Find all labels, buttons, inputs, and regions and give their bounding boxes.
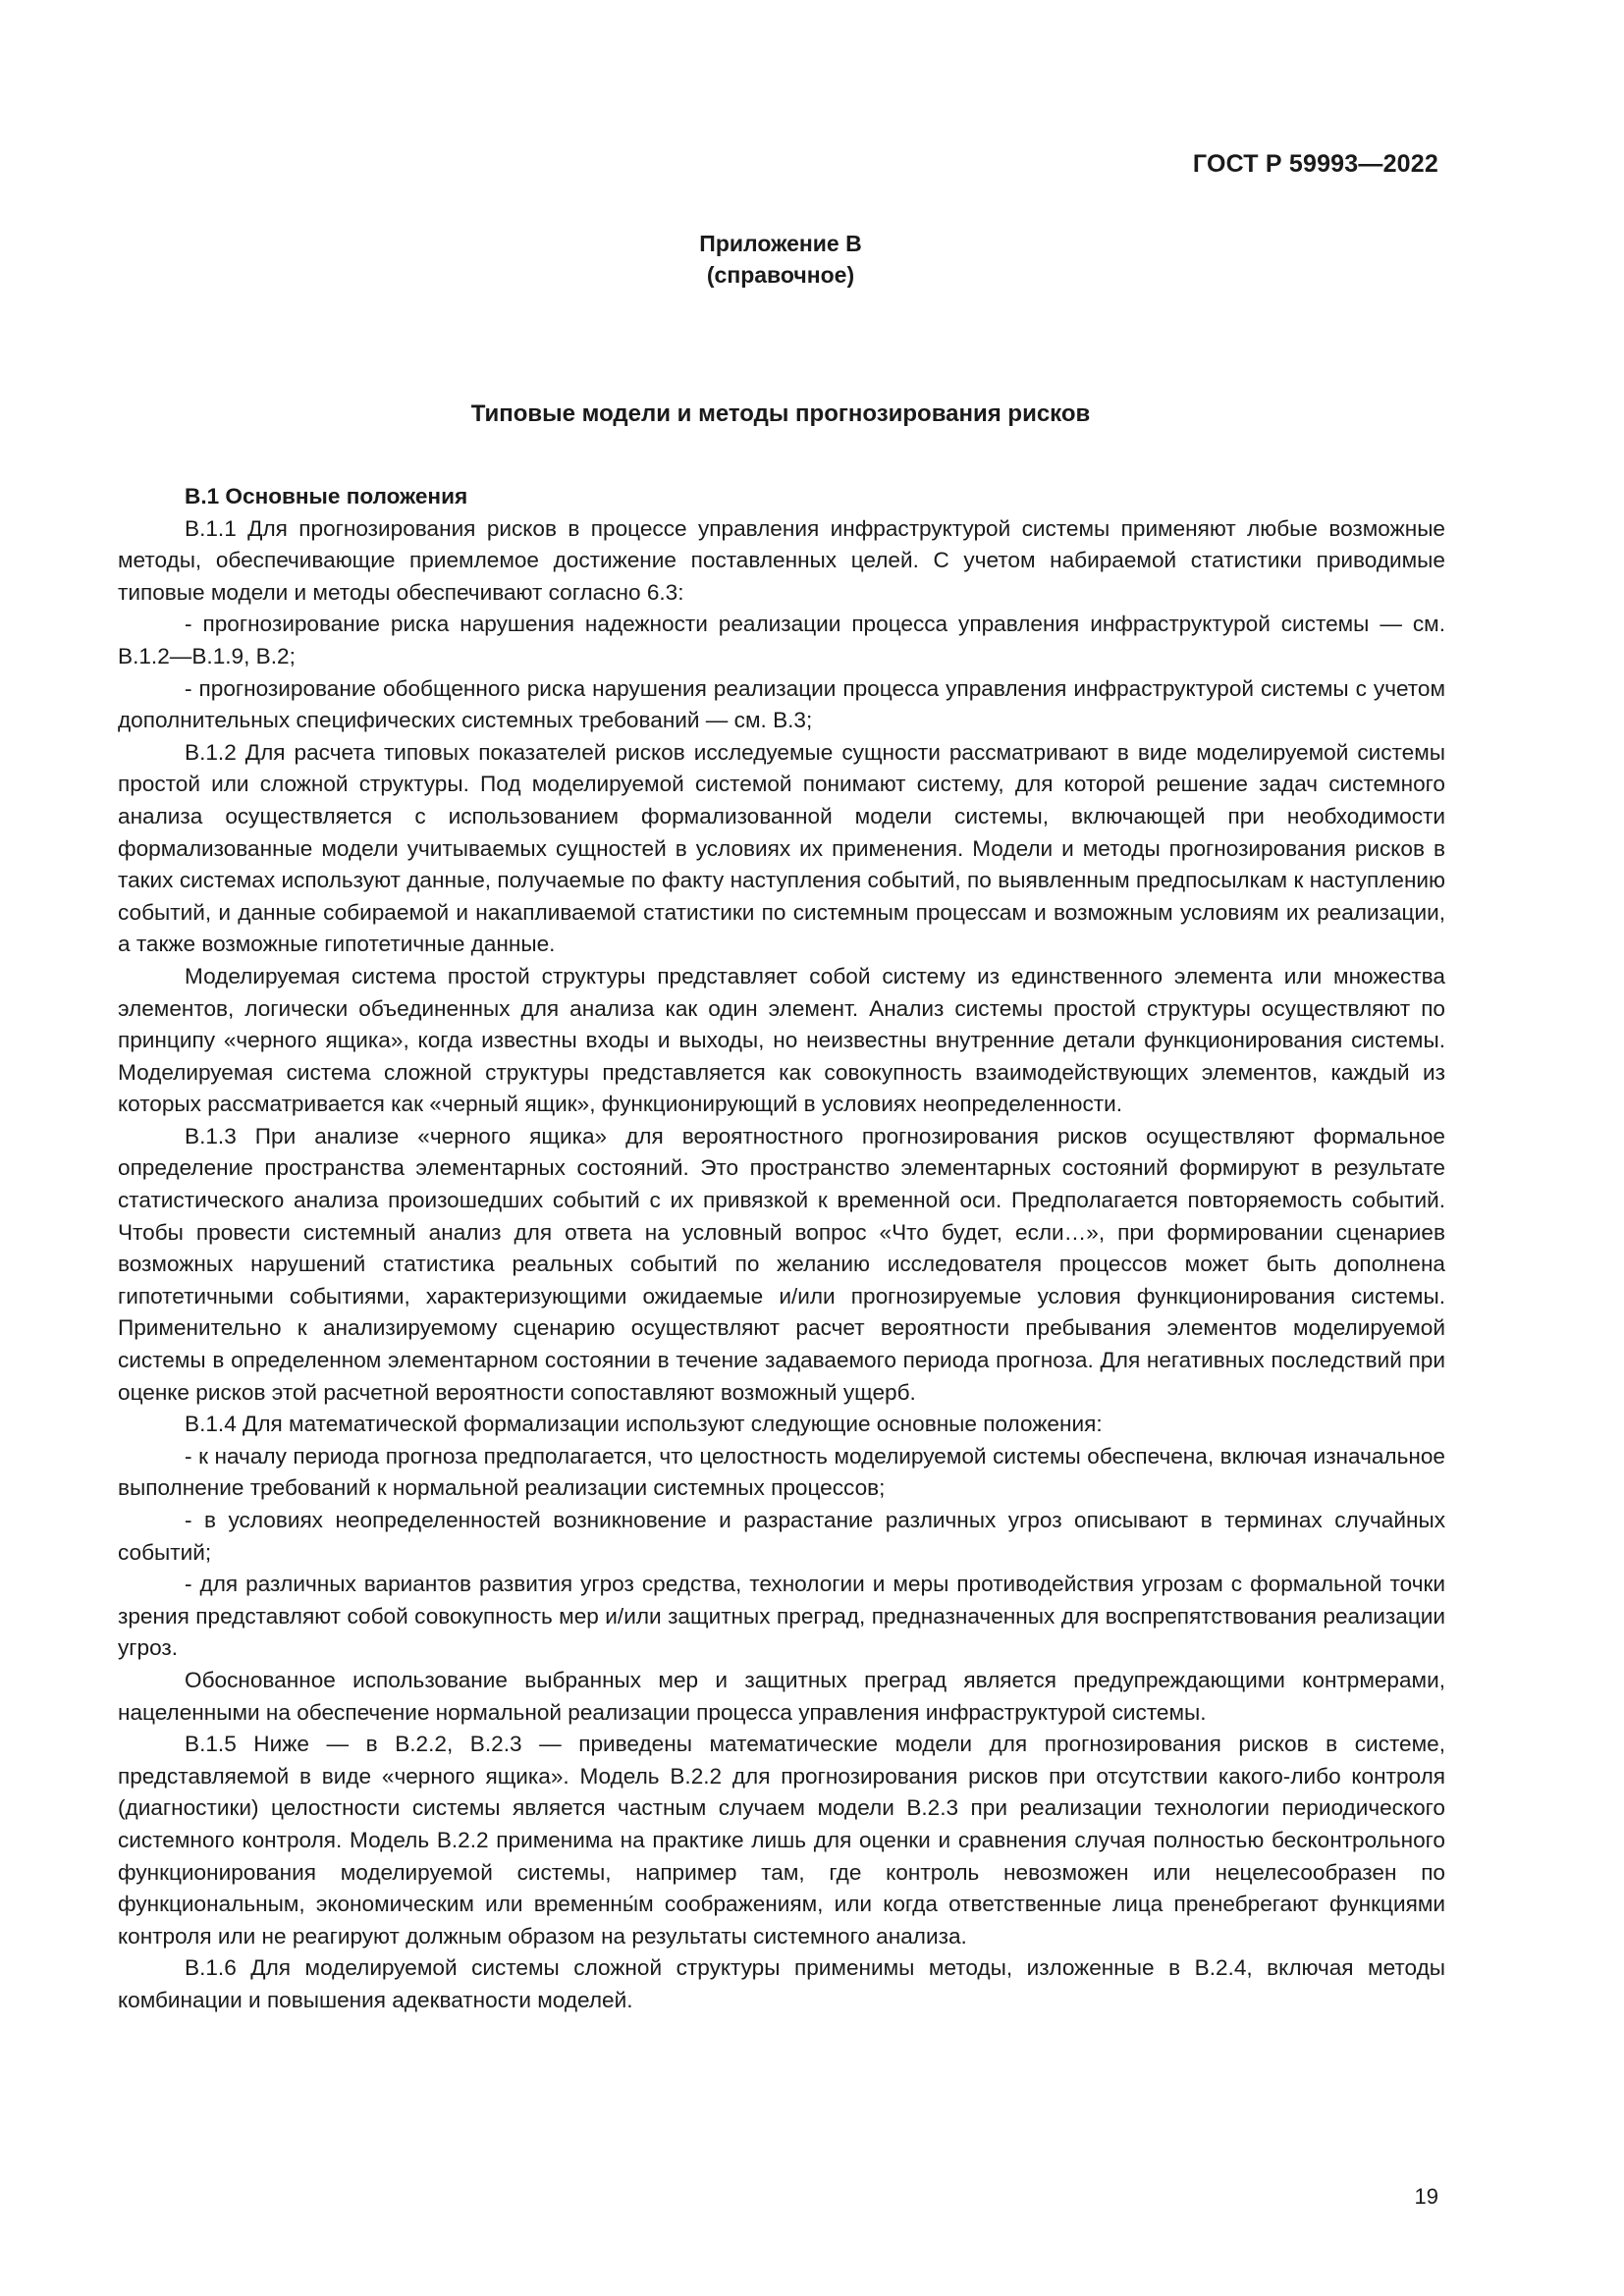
paragraph: Обоснованное использование выбранных мер и защитных преград является предупреждающими контрмерами, нацеленными на обеспечение нормальной реализации процесса управления инфраструктурой системы. xyxy=(118,1667,1445,1725)
paragraph: В.1.3 При анализе «черного ящика» для вероятностного прогнозирования рисков осуществляют формальное определение пространства элементарных состояний. Это пространство элементарных состояний формируют в результате статистического анализа произошедших событий с их привязкой к временной оси. Предполагается повторяемость событий. Чтобы провести системный анализ для ответа на условный вопрос «Что будет, если…», при формировании сценариев возможных нарушений статистика реальных событий по желанию исследователя процессов может быть дополнена гипотетичными событиями, характеризующими ожидаемые и/или прогнозируемые условия функционирования системы. Применительно к анализируемому сценарию осуществляют расчет вероятности пребывания элементов моделируемой системы в определенном элементарном состоянии в течение задаваемого периода прогноза. Для негативных последствий при оценке рисков этой расчетной вероятности сопоставляют возможный ущерб. xyxy=(118,1123,1445,1405)
document-body xyxy=(118,481,1445,2017)
appendix-title: Приложение В xyxy=(699,231,862,256)
page-number: 19 xyxy=(1414,2184,1438,2209)
list-item: - в условиях неопределенностей возникновение и разрастание различных угроз описывают в терминах случайных событий; xyxy=(118,1508,1445,1565)
paragraph: В.1.2 Для расчета типовых показателей рисков исследуемые сущности рассматривают в виде моделируемой системы простой или сложной структуры. Под моделируемой системой понимают систему, для которой решение задач системного анализа осуществляется с использованием формализованной модели системы, включающей при необходимости формализованные модели учитываемых сущностей в условиях их применения. Модели и методы прогнозирования рисков в таких системах используют данные, получаемые по факту наступления событий, по выявленным предпосылкам к наступлению событий, и данные собираемой и накапливаемой статистики по системным процессам и возможным условиям их реализации, а также возможные гипотетичные данные. xyxy=(118,739,1445,957)
paragraph: Моделируемая система простой структуры представляет собой систему из единственного элемента или множества элементов, логически объединенных для анализа как один элемент. Анализ системы простой структуры осуществляют по принципу «черного ящика», когда известны входы и выходы, но неизвестны внутренние детали функционирования системы. Моделируемая система сложной структуры представляется как совокупность взаимодействующих элементов, каждый из которых рассматривается как «черный ящик», функционирующий в условиях неопределенности. xyxy=(118,963,1445,1117)
standard-number: ГОСТ Р 59993—2022 xyxy=(1192,150,1438,178)
section-heading: В.1 Основные положения xyxy=(185,484,468,508)
list-item: - для различных вариантов развития угроз средства, технологии и меры противодействия угрозам с формальной точки зрения представляют собой совокупность мер и/или защитных преград, предназначенных для воспрепятствования реализации угроз. xyxy=(118,1572,1445,1661)
document-title: Типовые модели и методы прогнозирования рисков xyxy=(470,400,1091,427)
paragraph: В.1.1 Для прогнозирования рисков в процессе управления инфраструктурой системы применяют любые возможные методы, обеспечивающие приемлемое достижение поставленных целей. С учетом набираемой статистики приводимые типовые модели и методы обеспечивают согласно 6.3: xyxy=(118,515,1445,605)
list-item: - прогнозирование обобщенного риска нарушения реализации процесса управления инфраструктурой системы с учетом дополнительных специфических системных требований — см. В.3; xyxy=(118,675,1445,733)
paragraph: В.1.4 Для математической формализации используют следующие основные положения: xyxy=(185,1412,1103,1437)
list-item: - прогнозирование риска нарушения надежности реализации процесса управления инфраструктурой системы — см. В.1.2—В.1.9, В.2; xyxy=(118,612,1445,668)
list-item: - к началу периода прогноза предполагается, что целостность моделируемой системы обеспечена, включая изначальное выполнение требований к нормальной реализации системных процессов; xyxy=(118,1443,1445,1501)
appendix-status: (справочное) xyxy=(706,262,855,288)
appendix-heading xyxy=(0,228,1561,291)
paragraph: В.1.6 Для моделируемой системы сложной структуры применимы методы, изложенные в В.2.4, включая методы комбинации и повышения адекватности моделей. xyxy=(118,1955,1445,2012)
paragraph: В.1.5 Ниже — в В.2.2, В.2.3 — приведены математические модели для прогнозирования рисков в системе, представляемой в виде «черного ящика». Модель В.2.2 для прогнозирования рисков при отсутствии какого-либо контроля (диагностики) целостности системы является частным случаем модели В.2.3 при реализации технологии периодического системного контроля. Модель В.2.2 применима на практике лишь для оценки и сравнения случая полностью бесконтрольного функционирования моделируемой системы, например там, где контроль невозможен или нецелесообразен по функциональным, экономическим или временны́м соображениям, или когда ответственные лица пренебрегают функциями контроля или не реагируют должным образом на результаты системного анализа. xyxy=(118,1732,1445,1949)
